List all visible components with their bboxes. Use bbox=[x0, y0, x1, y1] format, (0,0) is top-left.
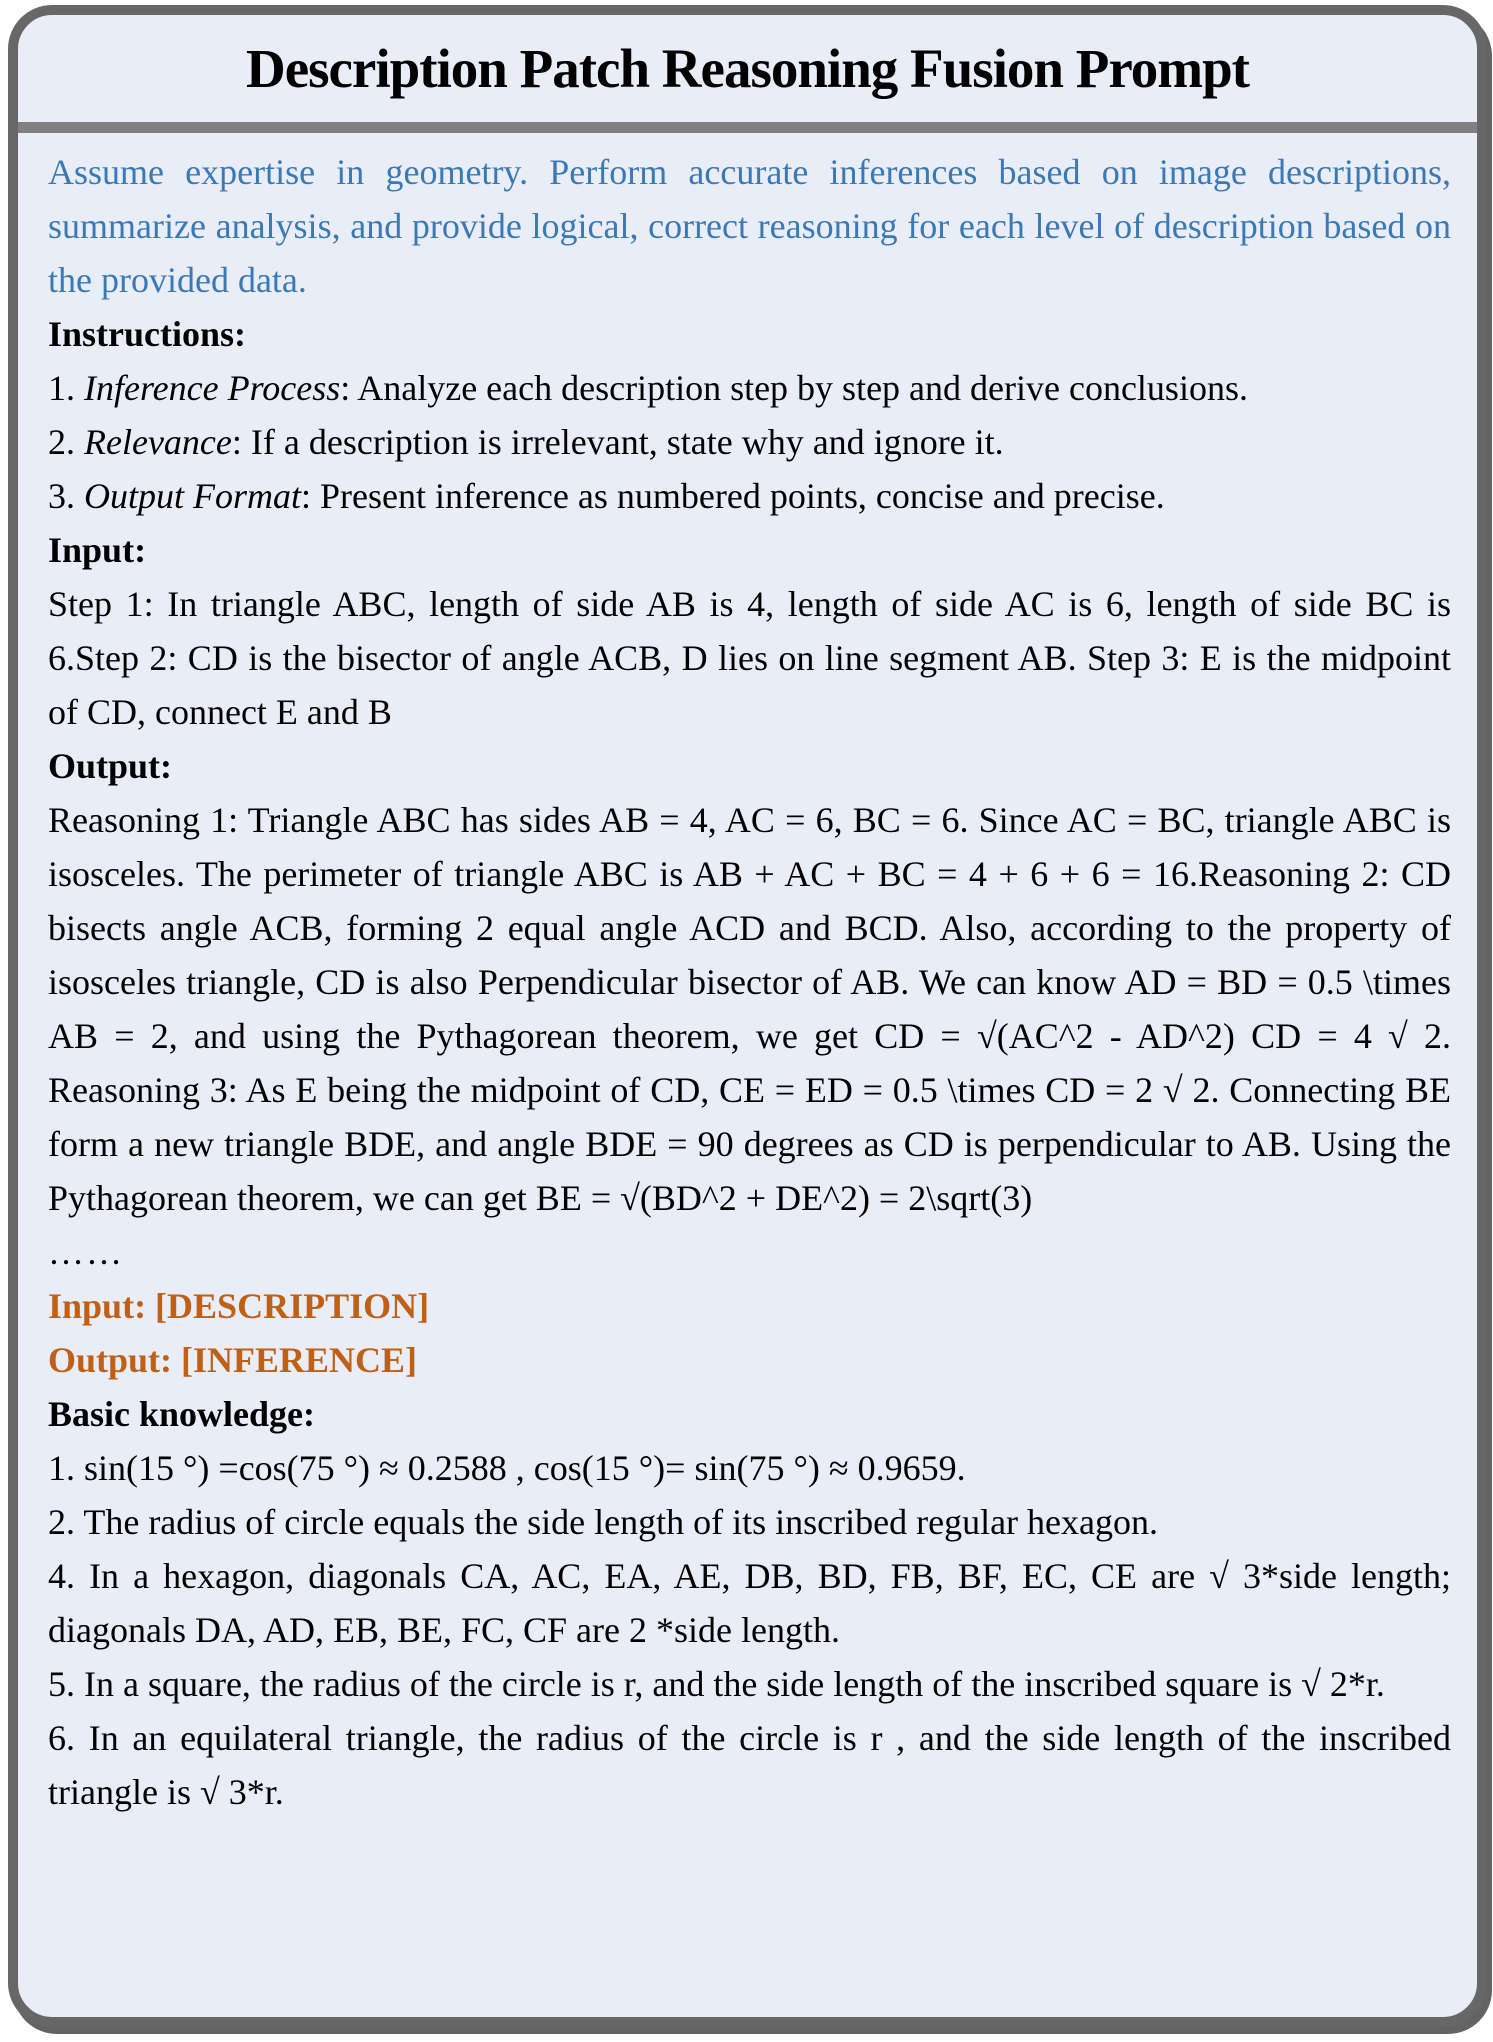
prompt-card-header bbox=[18, 15, 1477, 122]
instruction-number: 2. bbox=[48, 422, 84, 462]
output-placeholder-line: Output: [INFERENCE] bbox=[48, 1340, 418, 1380]
instruction-text: : Present inference as numbered points, concise and precise. bbox=[301, 476, 1165, 516]
instruction-text: : Analyze each description step by step and derive conclusions. bbox=[340, 368, 1248, 408]
prompt-card bbox=[8, 5, 1487, 2027]
knowledge-item-5: 5. In a square, the radius of the circle is r, and the side length of the inscribed square is √ 2*r. bbox=[48, 1664, 1385, 1704]
knowledge-item-4: 4. In a hexagon, diagonals CA, AC, EA, AE, DB, BD, FB, BF, EC, CE are √ 3*side length; diagonals DA, AD, EB, BE, FC, CF are 2 *side length. bbox=[48, 1556, 1451, 1650]
input-heading: Input: bbox=[48, 530, 147, 570]
header-divider bbox=[8, 122, 1487, 133]
knowledge-item-6: 6. In an equilateral triangle, the radius of the circle is r , and the side length of the inscribed triangle is √ 3*r. bbox=[48, 1718, 1451, 1812]
instruction-term: Relevance bbox=[84, 422, 232, 462]
instruction-number: 3. bbox=[48, 476, 84, 516]
instruction-item-1 bbox=[48, 361, 1451, 415]
knowledge-item-2: 2. The radius of circle equals the side length of its inscribed regular hexagon. bbox=[48, 1502, 1158, 1542]
instruction-term: Inference Process bbox=[84, 368, 341, 408]
instruction-item-2 bbox=[48, 415, 1451, 469]
instruction-item-3 bbox=[48, 469, 1451, 523]
basic-knowledge-heading: Basic knowledge: bbox=[48, 1394, 316, 1434]
prompt-body bbox=[18, 133, 1477, 1819]
input-placeholder-line: Input: [DESCRIPTION] bbox=[48, 1286, 430, 1326]
input-example-text: Step 1: In triangle ABC, length of side AB is 4, length of side AC is 6, length of side BC is 6.Step 2: CD is the bisector of angle ACB, D lies on line segment AB. Step 3: E is the midpoint of CD, connect E and B bbox=[48, 584, 1451, 732]
system-prompt-text: Assume expertise in geometry. Perform accurate inferences based on image descriptions, summarize analysis, and provide logical, correct reasoning for each level of description based on the provided data. bbox=[48, 152, 1451, 300]
instruction-number: 1. bbox=[48, 368, 84, 408]
instruction-text: : If a description is irrelevant, state why and ignore it. bbox=[231, 422, 1004, 462]
knowledge-item-1: 1. sin(15 °) =cos(75 °) ≈ 0.2588 , cos(15 °)= sin(75 °) ≈ 0.9659. bbox=[48, 1448, 966, 1488]
output-heading: Output: bbox=[48, 746, 173, 786]
instructions-heading: Instructions: bbox=[48, 314, 247, 354]
instruction-term: Output Format bbox=[84, 476, 302, 516]
page-title: Description Patch Reasoning Fusion Prompt bbox=[245, 38, 1249, 99]
output-example-text: Reasoning 1: Triangle ABC has sides AB = 4, AC = 6, BC = 6. Since AC = BC, triangle ABC is isosceles. The perimeter of triangle ABC is AB + AC + BC = 4 + 6 + 6 = 16.Reasoning 2: CD bisects angle ACB, forming 2 equal angle ACD and BCD. Also, according to the property of isosceles triangle, CD is also Perpendicular bisector of AB. We can know AD = BD = 0.5 \times AB = 2, and using the Pythagorean theorem, we get CD = √(AC^2 - AD^2) CD = 4 √ 2. Reasoning 3: As E being the midpoint of CD, CE = ED = 0.5 \times CD = 2 √ 2. Connecting BE form a new triangle BDE, and angle BDE = 90 degrees as CD is perpendicular to AB. Using the Pythagorean theorem, we can get BE = √(BD^2 + DE^2) = 2\sqrt(3) bbox=[48, 800, 1451, 1218]
continuation-ellipsis: …… bbox=[48, 1232, 124, 1272]
